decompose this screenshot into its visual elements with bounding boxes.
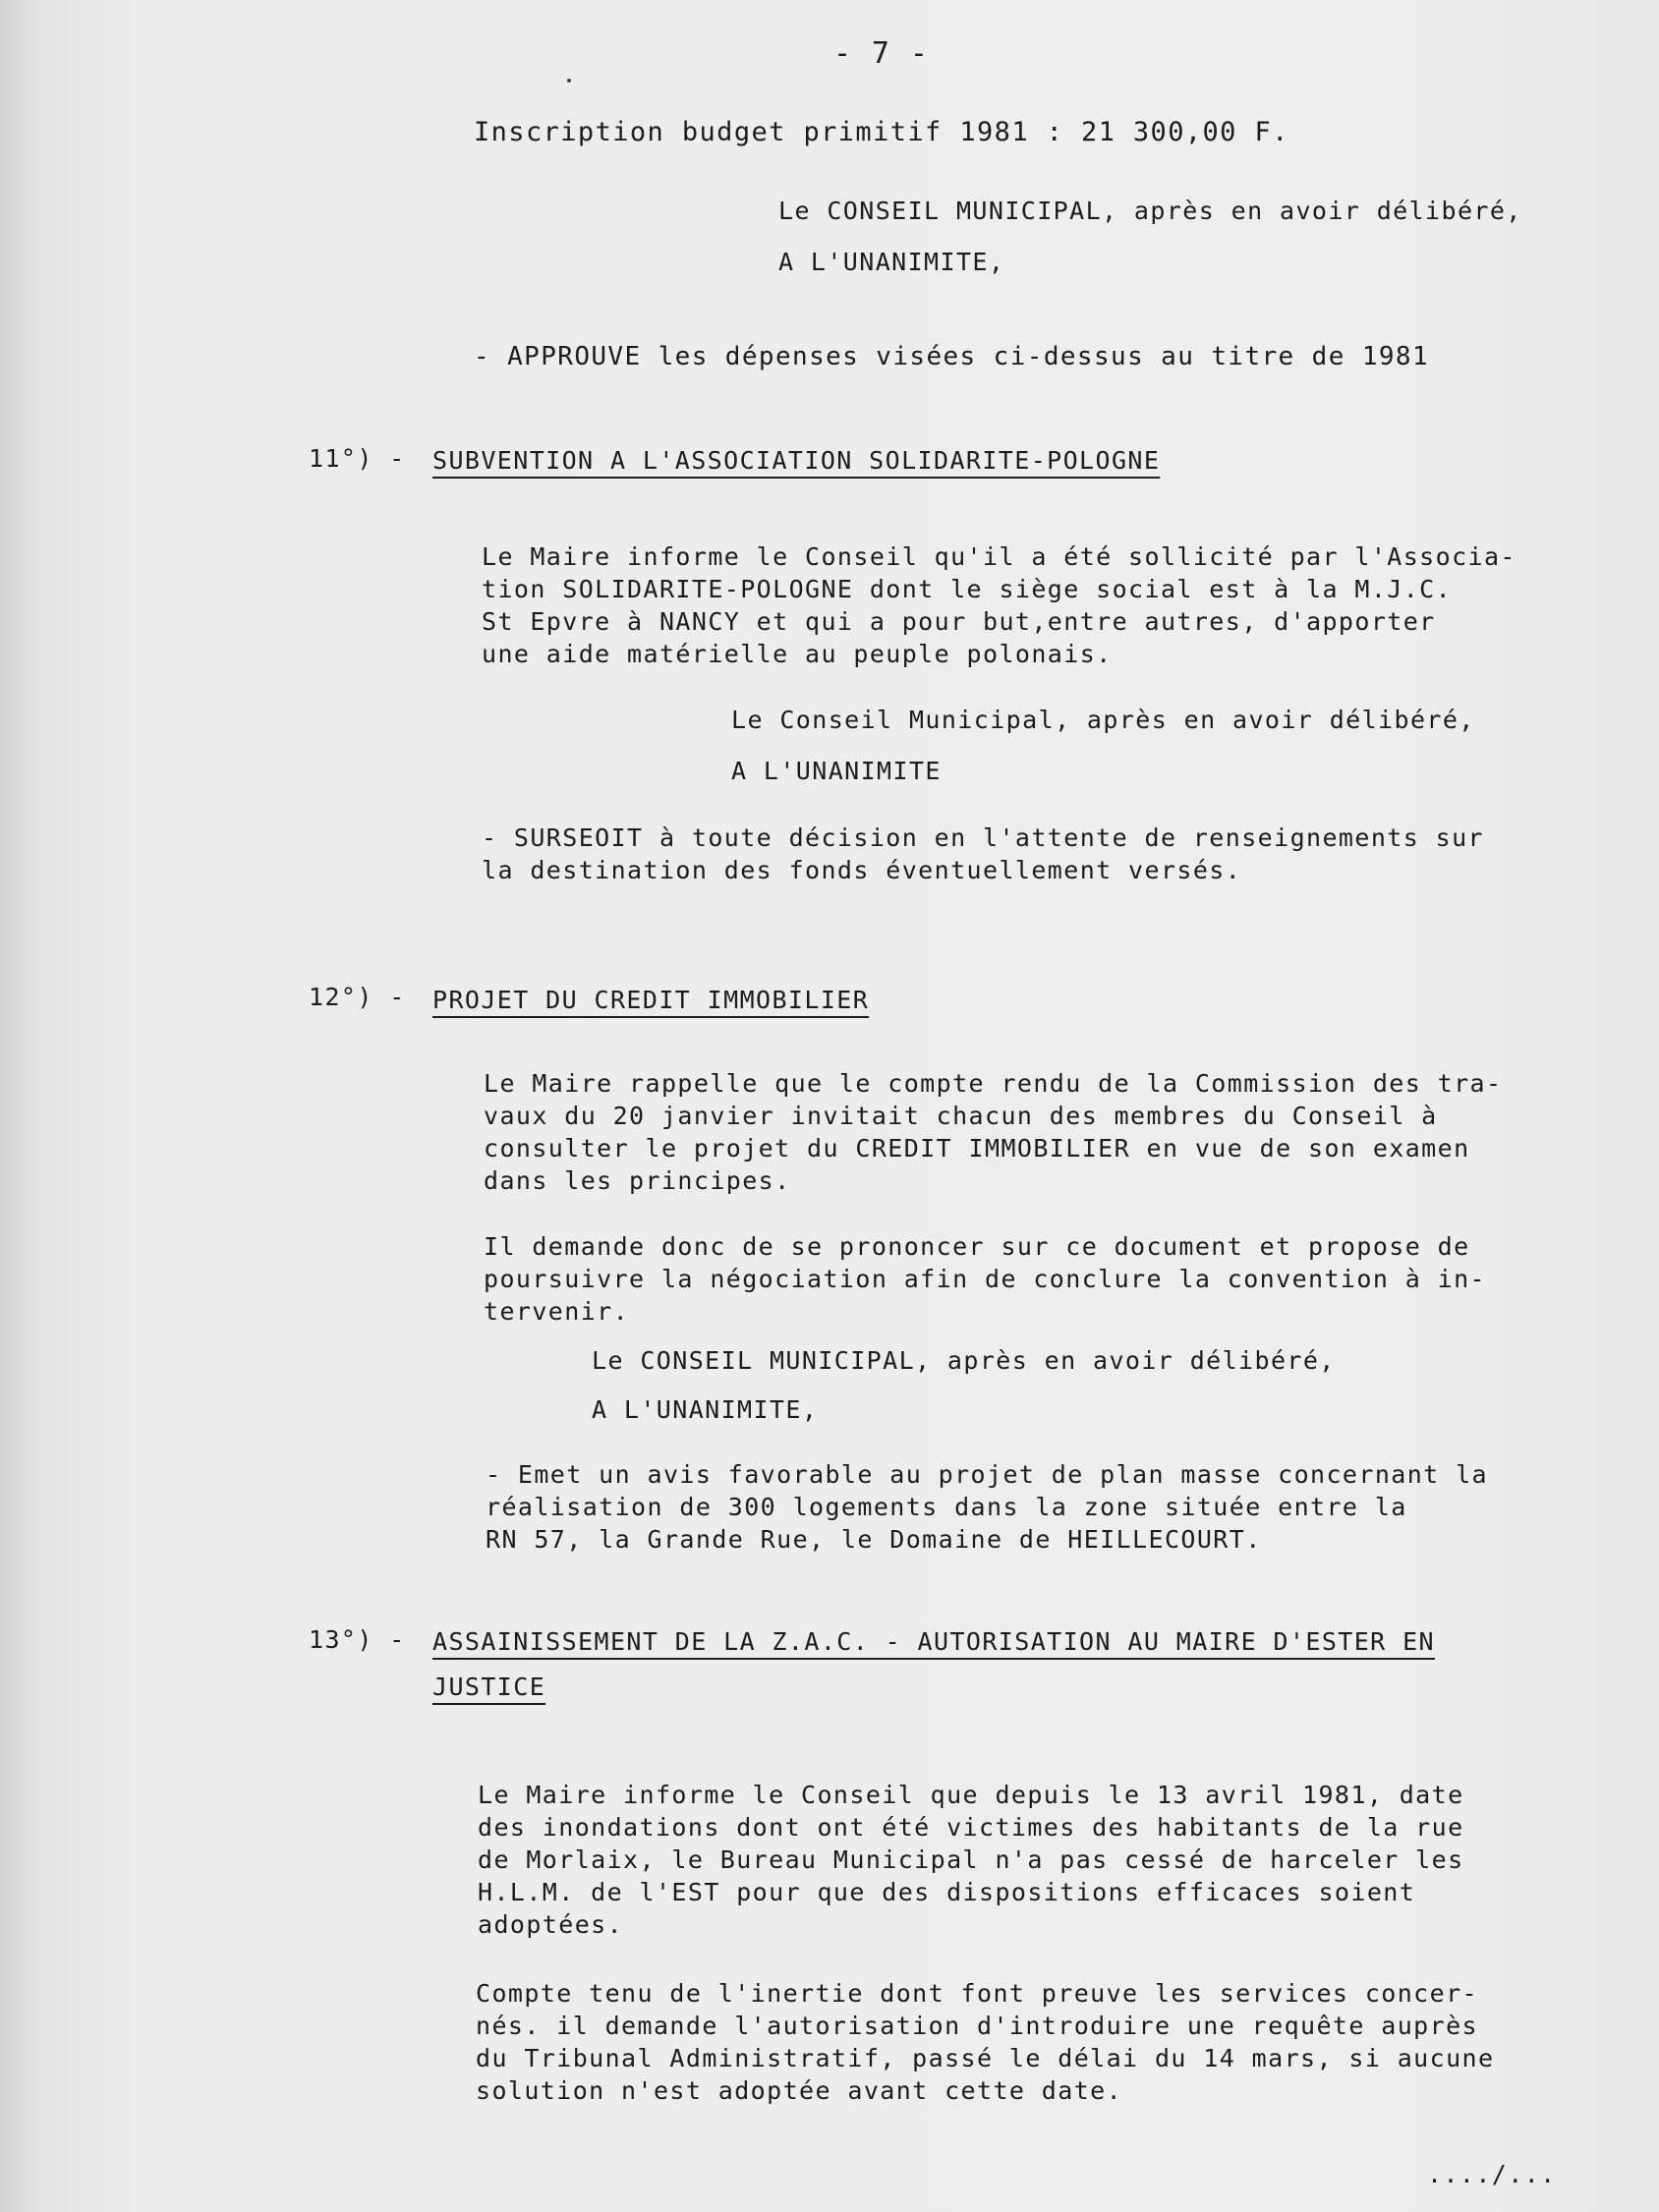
section-11-number: 11°) - [309, 444, 406, 473]
conseil-statement-1: Le CONSEIL MUNICIPAL, après en avoir délibéré, [778, 197, 1522, 225]
budget-line: Inscription budget primitif 1981 : 21 300,00 F. [474, 117, 1289, 147]
section-12-unanimite: A L'UNANIMITE, [592, 1395, 819, 1424]
speck-mark [567, 79, 571, 83]
section-12-number: 12°) - [309, 983, 406, 1011]
approuve-decision: - APPROUVE les dépenses visées ci-dessus au titre de 1981 [474, 342, 1430, 371]
section-11-title: SUBVENTION A L'ASSOCIATION SOLIDARITE-POLOGNE [432, 446, 1161, 475]
section-12-title: PROJET DU CREDIT IMMOBILIER [432, 986, 870, 1014]
section-11-decision: - SURSEOIT à toute décision en l'attente de renseignements sur la destination des fonds éventuellement versés. [482, 823, 1484, 884]
section-11-unanimite: A L'UNANIMITE [731, 757, 942, 785]
section-13-paragraph-2: Compte tenu de l'inertie dont font preuve les services concer- nés. il demande l'autorisation d'introduire une requête auprès du Tribunal Administratif, passé le délai du 14 mars, si aucune solution n'est adoptée avant cette date. [476, 1979, 1495, 2105]
page-number: - 7 - [833, 36, 930, 71]
section-11-conseil: Le Conseil Municipal, après en avoir délibéré, [731, 706, 1475, 734]
section-13-title-line-1: ASSAINISSEMENT DE LA Z.A.C. - AUTORISATION AU MAIRE D'ESTER EN [432, 1627, 1435, 1656]
section-12-paragraph-2: Il demande donc de se prononcer sur ce document et propose de poursuivre la négociation afin de conclure la convention à in- tervenir. [484, 1232, 1486, 1326]
unanimite-1: A L'UNANIMITE, [778, 248, 1005, 276]
section-13-paragraph-1: Le Maire informe le Conseil que depuis le 13 avril 1981, date des inondations dont ont été victimes des habitants de la rue de Morlaix, le Bureau Municipal n'a pas cessé de harceler les H.L.M. de l'EST pour que des dispositions efficaces soient adoptées. [478, 1781, 1464, 1939]
section-13-title-line-2: JUSTICE [432, 1673, 546, 1701]
section-13-number: 13°) - [309, 1625, 406, 1654]
section-12-paragraph-1: Le Maire rappelle que le compte rendu de la Commission des tra- vaux du 20 janvier invitait chacun des membres du Conseil à consulter le projet du CREDIT IMMOBILIER en vue de son examen dans les principes. [484, 1069, 1503, 1195]
continuation-mark: ..../... [1427, 2160, 1557, 2188]
section-12-decision: - Emet un avis favorable au projet de plan masse concernant la réalisation de 300 logements dans la zone située entre la RN 57, la Grande Rue, le Domaine de HEILLECOURT. [486, 1460, 1488, 1554]
section-11-paragraph: Le Maire informe le Conseil qu'il a été sollicité par l'Associa- tion SOLIDARITE-POLOGNE dont le siège social est à la M.J.C. St Epvre à NANCY et qui a pour but,entre autres, d'apporter une aide matérielle au peuple polonais. [482, 542, 1516, 668]
section-12-conseil: Le CONSEIL MUNICIPAL, après en avoir délibéré, [592, 1346, 1336, 1375]
